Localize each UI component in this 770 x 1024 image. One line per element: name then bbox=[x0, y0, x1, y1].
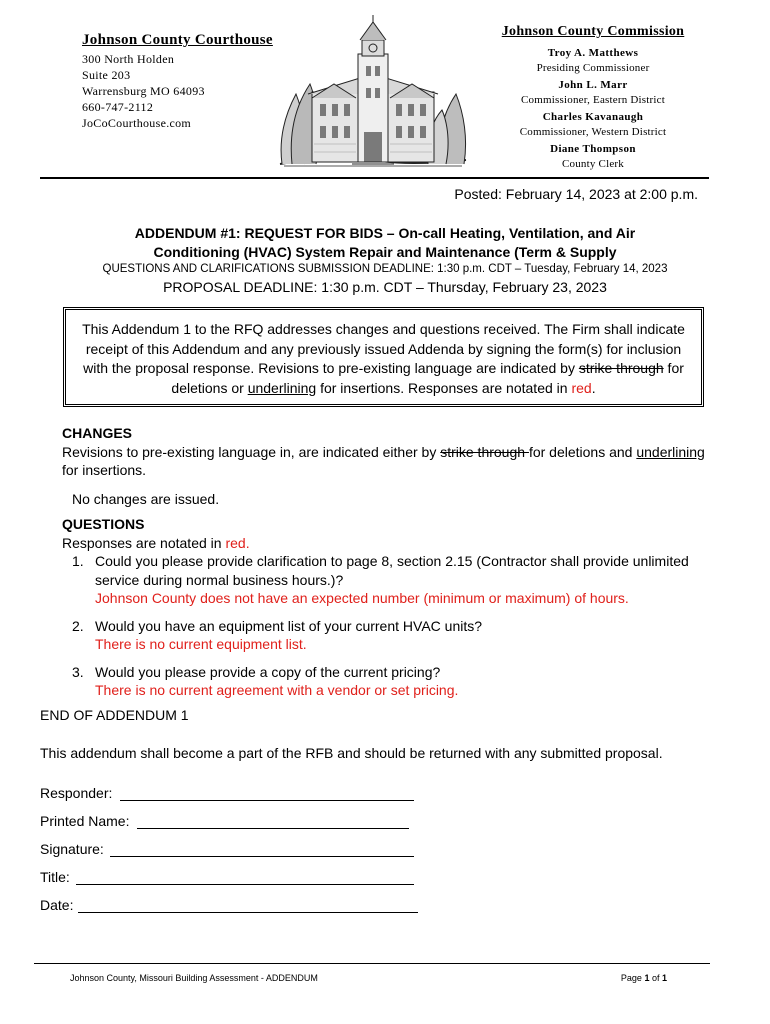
question-text: Would you please provide a copy of the current pricing? bbox=[95, 663, 441, 680]
person-name: John L. Marr bbox=[558, 79, 628, 91]
addendum-title-line: ADDENDUM #1: REQUEST FOR BIDS – On-call Heating, Ventilation, and Air bbox=[134, 225, 636, 241]
answer-text: Johnson County does not have an expected number (minimum or maximum) of hours. bbox=[95, 590, 629, 606]
person-role: Commissioner, Western District bbox=[519, 126, 667, 138]
addendum-title bbox=[40, 224, 730, 262]
posted-date: Posted: February 14, 2023 at 2:00 p.m. bbox=[454, 186, 698, 202]
question-item bbox=[62, 617, 722, 654]
changes-section bbox=[62, 424, 722, 508]
strike-example: strike through bbox=[440, 443, 529, 460]
title-line[interactable] bbox=[76, 884, 414, 885]
courthouse-illustration bbox=[278, 14, 468, 170]
questions-section bbox=[62, 515, 722, 709]
return-note: This addendum shall become a part of the RFB and should be returned with any submitted proposal. bbox=[40, 745, 663, 761]
header-divider bbox=[40, 177, 709, 179]
questions-heading: QUESTIONS bbox=[62, 516, 145, 532]
field-label: Responder: bbox=[40, 785, 113, 801]
notice-box bbox=[63, 307, 704, 407]
date-line[interactable] bbox=[78, 912, 418, 913]
questions-deadline: QUESTIONS AND CLARIFICATIONS SUBMISSION DEADLINE: 1:30 p.m. CDT – Tuesday, February 14, 2023 bbox=[102, 263, 668, 275]
signature-line[interactable] bbox=[110, 856, 414, 857]
field-label: Title: bbox=[40, 869, 70, 885]
page-number: Page 1 of 1 bbox=[620, 973, 667, 983]
person-name: Diane Thompson bbox=[550, 143, 636, 155]
printed-name-line[interactable] bbox=[137, 828, 409, 829]
person-role: Commissioner, Eastern District bbox=[521, 94, 665, 106]
address-line: Warrensburg MO 64093 bbox=[82, 84, 205, 98]
field-label: Date: bbox=[40, 897, 74, 913]
person-name: Troy A. Matthews bbox=[547, 47, 639, 59]
answer-text: There is no current equipment list. bbox=[95, 636, 307, 652]
question-text: Could you please provide clarification to page 8, section 2.15 (Contractor shall provide unlimited service during normal business hours.)? bbox=[95, 553, 689, 588]
no-changes-note: No changes are issued. bbox=[72, 490, 220, 507]
question-number: 3. bbox=[72, 663, 84, 680]
address-line: 300 North Holden bbox=[82, 52, 175, 66]
questions-intro: Responses are notated in red. bbox=[62, 534, 250, 551]
red-example: red bbox=[571, 379, 592, 396]
changes-heading: CHANGES bbox=[62, 425, 133, 441]
question-item bbox=[62, 552, 722, 608]
footer-divider bbox=[34, 963, 710, 964]
person-role: Presiding Commissioner bbox=[536, 62, 650, 74]
questions-list bbox=[62, 552, 722, 700]
notice-text: This Addendum 1 to the RFQ addresses changes and questions received. The Firm shall indicate receipt of this Addendum and any previously issued Addenda by signing the form(s) for inclusion with the proposal response. Revisions to pre-existing language are indicated by strike through for deletions or underlining for insertions. Responses are notated in red. bbox=[82, 321, 685, 396]
changes-text: Revisions to pre-existing language in, are indicated either by strike through for deletions and underlining for insertions. bbox=[62, 443, 705, 478]
question-item bbox=[62, 663, 722, 700]
website-line: JoCoCourthouse.com bbox=[82, 116, 192, 130]
footer-document-title: Johnson County, Missouri Building Assessment - ADDENDUM bbox=[70, 973, 318, 983]
field-label: Signature: bbox=[40, 841, 104, 857]
commission-block bbox=[478, 24, 708, 174]
commission-title: Johnson County Commission bbox=[501, 24, 685, 39]
answer-text: There is no current agreement with a vendor or set pricing. bbox=[95, 682, 459, 698]
underline-example: underlining bbox=[247, 379, 317, 396]
person-role: County Clerk bbox=[562, 158, 624, 170]
underline-example: underlining bbox=[636, 443, 705, 460]
address-line: Suite 203 bbox=[82, 68, 131, 82]
strike-example: strike through bbox=[578, 360, 664, 376]
person-name: Charles Kavanaugh bbox=[542, 111, 644, 123]
phone-line: 660-747-2112 bbox=[82, 100, 154, 114]
end-of-addendum: END OF ADDENDUM 1 bbox=[40, 707, 189, 723]
question-text: Would you have an equipment list of your current HVAC units? bbox=[95, 617, 483, 634]
proposal-deadline: PROPOSAL DEADLINE: 1:30 p.m. CDT – Thursday, February 23, 2023 bbox=[163, 279, 607, 295]
question-number: 1. bbox=[72, 553, 84, 569]
courthouse-title: Johnson County Courthouse bbox=[82, 32, 273, 48]
question-number: 2. bbox=[72, 617, 84, 634]
field-label: Printed Name: bbox=[40, 813, 130, 829]
addendum-title-line: Conditioning (HVAC) System Repair and Maintenance (Term & Supply bbox=[153, 244, 617, 260]
responder-line[interactable] bbox=[120, 800, 414, 801]
